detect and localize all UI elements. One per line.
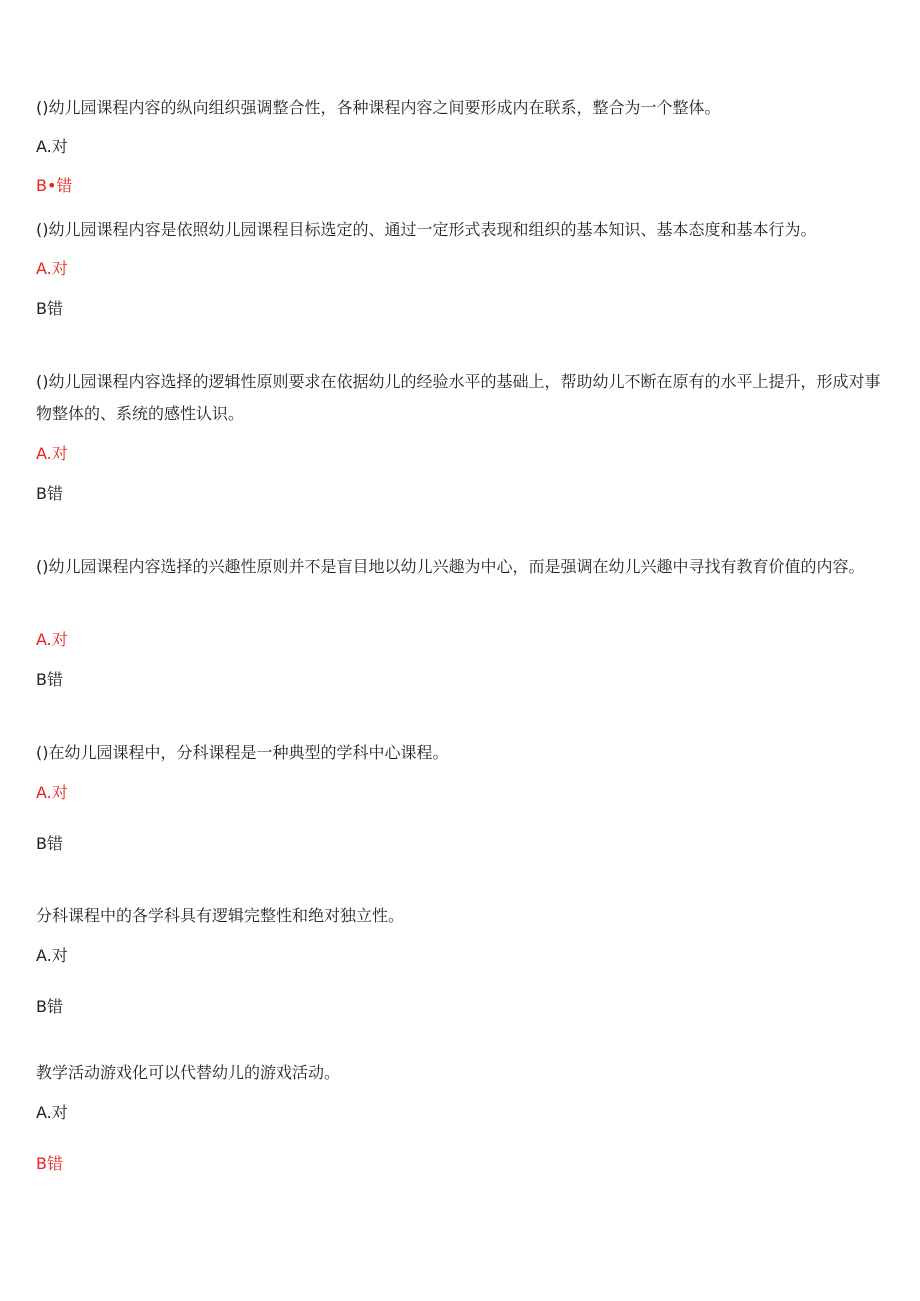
question-4-option-b[interactable]: B错 bbox=[36, 670, 63, 689]
question-2-option-b[interactable]: B错 bbox=[36, 299, 63, 318]
question-2-text: ()幼儿园课程内容是依照幼儿园课程目标选定的、通过一定形式表现和组织的基本知识、基本态度和基本行为。 bbox=[36, 220, 817, 239]
question-3-text: ()幼儿园课程内容选择的逻辑性原则要求在依据幼儿的经验水平的基础上，帮助幼儿不断在原有的水平上提升，形成对事物整体的、系统的感性认识。 bbox=[36, 372, 881, 423]
question-6-option-a[interactable]: A.对 bbox=[36, 946, 68, 965]
question-7-option-a[interactable]: A.对 bbox=[36, 1103, 68, 1122]
question-5-text: ()在幼儿园课程中，分科课程是一种典型的学科中心课程。 bbox=[36, 743, 449, 762]
question-3-option-b[interactable]: B错 bbox=[36, 484, 63, 503]
question-3-option-a[interactable]: A.对 bbox=[36, 444, 68, 463]
question-1-option-b[interactable]: B•错 bbox=[36, 176, 73, 195]
question-4-text: ()幼儿园课程内容选择的兴趣性原则并不是盲目地以幼儿兴趣为中心，而是强调在幼儿兴趣中寻找有教育价值的内容。 bbox=[36, 557, 865, 576]
question-6-option-b[interactable]: B错 bbox=[36, 997, 63, 1016]
question-5-option-a[interactable]: A.对 bbox=[36, 783, 68, 802]
question-1-text: ()幼儿园课程内容的纵向组织强调整合性，各种课程内容之间要形成内在联系，整合为一个整体。 bbox=[36, 98, 721, 117]
question-2-option-a[interactable]: A.对 bbox=[36, 259, 68, 278]
question-7-option-b[interactable]: B错 bbox=[36, 1154, 63, 1173]
question-5-option-b[interactable]: B错 bbox=[36, 834, 63, 853]
question-1-option-a[interactable]: A.对 bbox=[36, 137, 68, 156]
question-4-option-a[interactable]: A.对 bbox=[36, 630, 68, 649]
question-6-text: 分科课程中的各学科具有逻辑完整性和绝对独立性。 bbox=[36, 906, 405, 925]
question-7-text: 教学活动游戏化可以代替幼儿的游戏活动。 bbox=[36, 1063, 341, 1082]
